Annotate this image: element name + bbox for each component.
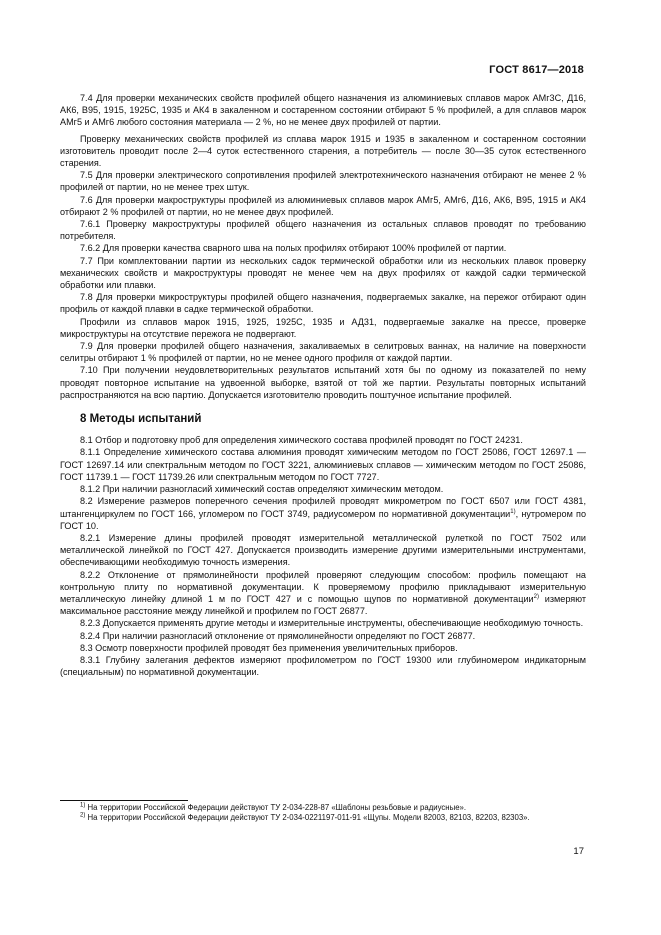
paragraph-7-10: 7.10 При получении неудовлетворительных результатов испытаний хотя бы по одному из показателей по нему проводят повторное испытание на удвоенной выборке, взятой от той же партии. Результаты повторных испытаний распространяются на всю партию. Допускается изготовителю проводить поштучное испытание профилей. bbox=[60, 365, 586, 400]
paragraph-8-3: 8.3 Осмотр поверхности профилей проводят без применения увеличительных приборов. bbox=[80, 642, 458, 653]
paragraph-7-4: 7.4 Для проверки механических свойств профилей общего назначения из алюминиевых сплавов марок АМг3С, Д16, АК6, В95, 1915, 1925С, 1935 и АК4 в закаленном и состаренном состоянии отбирают 5 % профилей, а для сплавов марок АМг5 и АМг6 любого состояния материала — 2 %, но не менее двух профилей от партии. bbox=[60, 93, 586, 128]
paragraph-7-8-note: Профили из сплавов марок 1915, 1925, 1925С, 1935 и АД31, подвергаемые закалке на прессе, проверке микроструктуры на отсутствие пережога не подвергают. bbox=[60, 316, 586, 339]
paragraph-8-2-1: 8.2.1 Измерение длины профилей проводят измерительной металлической рулеткой по ГОСТ 7502 или металлической линейкой по ГОСТ 427. Допускается производить измерение другими измерительными инструментами, обеспечивающими необходимую точность измерения. bbox=[60, 532, 586, 568]
footnote-2 bbox=[60, 813, 586, 823]
footnote-ref-2: 2) bbox=[533, 593, 539, 600]
footnote-ref-1: 1) bbox=[510, 508, 516, 515]
document-body bbox=[60, 92, 586, 678]
footnote-1 bbox=[60, 803, 586, 813]
paragraph-8-2-2-tail: измеряют максимальное расстояние между линейкой и профилем по ГОСТ 26877. bbox=[60, 593, 586, 617]
paragraph-7-7: 7.7 При комплектовании партии из нескольких садок термической обработки или из нескольких плавок проверку механических свойств и макроструктуры проводят не менее чем на двух профилях от каждой садки термической обработки или плавки. bbox=[60, 255, 586, 291]
paragraph-7-6: 7.6 Для проверки макроструктуры профилей из алюминиевых сплавов марок АМг5, АМг6, Д16, АК6, В95, 1915 и АК4 отбирают 2 % профилей от партии, но не менее двух профилей. bbox=[60, 194, 586, 217]
paragraph-8-3-1: 8.3.1 Глубину залегания дефектов измеряют профилометром по ГОСТ 19300 или глубиномером индикаторным (специальным) по нормативной документации. bbox=[60, 654, 586, 678]
paragraph-7-4-note: Проверку механических свойств профилей из сплава марок 1915 и 1935 в закаленном и состаренном состоянии изготовитель проводит после 2—4 суток естественного старения, а потребитель — после 30—35 суток естественного старения. bbox=[60, 133, 586, 169]
paragraph-8-2-2 bbox=[60, 569, 586, 618]
paragraph-7-5: 7.5 Для проверки электрического сопротивления профилей электротехнического назначения отбирают не менее 2 % профилей от партии, но не менее трех штук. bbox=[60, 170, 586, 193]
paragraph-7-6-2: 7.6.2 Для проверки качества сварного шва на полых профилях отбирают 100% профилей от партии. bbox=[80, 243, 507, 254]
footnote-1-text: На территории Российской Федерации действуют ТУ 2-034-228-87 «Шаблоны резьбовые и радиусные». bbox=[85, 803, 467, 812]
paragraph-8-2-3: 8.2.3 Допускается применять другие методы и измерительные инструменты, обеспечивающие необходимую точность. bbox=[80, 618, 584, 629]
paragraph-7-9: 7.9 Для проверки профилей общего назначения, закаливаемых в селитровых ваннах, на наличие на поверхности селитры отбирают 1 % профилей от партии, но не менее одного профиля от каждой партии. bbox=[60, 341, 586, 364]
footnote-divider bbox=[60, 800, 188, 801]
paragraph-8-2-text: 8.2 Измерение размеров поперечного сечения профилей проводят микрометром по ГОСТ 6507 или ГОСТ 4381, штангенциркулем по ГОСТ 166, угломером по ГОСТ 3749, радиусомером по нормативной документации bbox=[60, 496, 586, 519]
footnote-2-text: На территории Российской Федерации действуют ТУ 2-034-0221197-011-91 «Щупы. Модели 82003, 82103, 82203, 82303». bbox=[85, 813, 530, 823]
footnote-2-mark: 2) bbox=[80, 812, 86, 819]
paragraph-8-2 bbox=[60, 495, 586, 532]
page-number: 17 bbox=[573, 846, 584, 857]
section-heading: 8 Методы испытаний bbox=[80, 413, 202, 426]
paragraph-8-1-2: 8.1.2 При наличии разногласий химический состав определяют химическим методом. bbox=[80, 484, 444, 495]
paragraph-8-1: 8.1 Отбор и подготовку проб для определения химического состава профилей проводят по ГОСТ 24231. bbox=[80, 435, 523, 446]
paragraph-8-2-2-text: 8.2.2 Отклонение от прямолинейности профилей проверяют следующим способом: профиль помещают на контрольную плиту по нормативной документации. К проверяемому профилю прикладывают измерительную металлическую линейку длиной 1 м по ГОСТ 427 и с помощью щупов по нормативной документации bbox=[60, 569, 586, 604]
paragraph-7-6-1: 7.6.1 Проверку макроструктуры профилей общего назначения из остальных сплавов проводят по требованию потребителя. bbox=[60, 219, 586, 242]
paragraph-8-1-1: 8.1.1 Определение химического состава алюминия проводят химическим методом по ГОСТ 25086, ГОСТ 12697.1 — ГОСТ 12697.14 или спектральным методом по ГОСТ 3221, алюминиевых сплавов — химическим методом по ГОСТ 25086, ГОСТ 11739.1 — ГОСТ 11739.26 или спектральным методом по ГОСТ 7727. bbox=[60, 447, 586, 482]
footnotes bbox=[60, 803, 586, 823]
paragraph-8-2-tail: , нутромером по ГОСТ 10. bbox=[60, 508, 587, 531]
paragraph-7-8: 7.8 Для проверки микроструктуры профилей общего назначения, подвергаемых закалке, на пережог отбирают один профиль от каждой плавки в садке термической обработки. bbox=[60, 292, 586, 315]
footnote-1-mark: 1) bbox=[80, 802, 86, 809]
page-header: ГОСТ 8617—2018 bbox=[489, 64, 584, 76]
paragraph-8-2-4: 8.2.4 При наличии разногласий отклонение от прямолинейности определяют по ГОСТ 26877. bbox=[80, 630, 476, 641]
